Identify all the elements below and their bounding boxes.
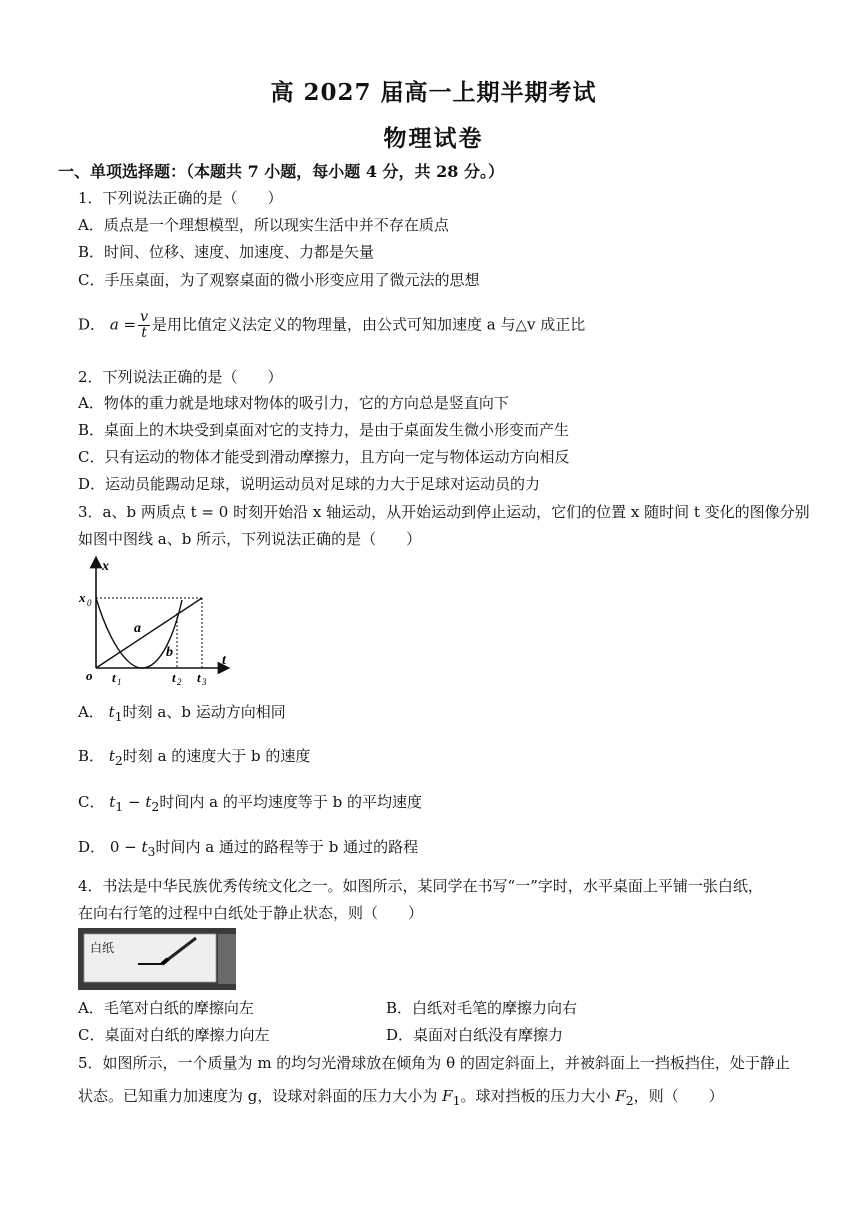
- q3-label-b: b: [166, 645, 173, 660]
- q3-option-d: [78, 837, 418, 862]
- q3-position-time-graph: [76, 556, 236, 686]
- q5-stem-part-b: 。球对挡板的压力大小: [460, 1087, 616, 1105]
- q3-option-c-var2: t: [145, 793, 152, 811]
- q2-option-c: C．只有运动的物体才能受到滑动摩擦力，且方向一定与物体运动方向相反: [78, 448, 570, 466]
- q3-stem-line1: 3．a、b 两质点 t = 0 时刻开始沿 x 轴运动，从开始运动到停止运动，它们的位置 x 随时间 t 变化的图像分别: [78, 503, 810, 521]
- exam-subtitle: 物理试卷: [383, 125, 484, 152]
- q3-t1-label: t: [112, 670, 116, 685]
- q3-axis-label-x: x: [102, 559, 109, 574]
- q3-stem-line2: 如图中图线 a、b 所示，下列说法正确的是（ ）: [78, 530, 422, 548]
- q1-option-a: A．质点是一个理想模型，所以现实生活中并不存在质点: [78, 216, 449, 234]
- q3-option-d-text: 时间内 a 通过的路程等于 b 通过的路程: [155, 838, 419, 856]
- q3-option-d-prefix: D．: [78, 838, 106, 856]
- q3-origin-label: o: [86, 668, 93, 683]
- q5-f1-sub: 1: [452, 1093, 461, 1108]
- q3-option-c-sub1: 1: [115, 799, 124, 814]
- q3-option-b-prefix: B．: [78, 747, 105, 765]
- q3-line-a: [96, 598, 202, 668]
- q4-option-c: C．桌面对白纸的摩擦力向左: [78, 1026, 270, 1044]
- q3-option-c-var1: t: [109, 793, 116, 811]
- q1-formula-denominator: t: [141, 325, 147, 341]
- q3-x0-label: x: [79, 590, 86, 605]
- q3-t2-subscript: 2: [177, 677, 182, 686]
- q4-stem-line1: 4．书法是中华民族优秀传统文化之一。如图所示，某同学在书写“一”字时，水平桌面上平铺一张白纸，: [78, 877, 763, 895]
- q1-formula-lhs: a =: [109, 315, 137, 334]
- q3-label-a: a: [134, 621, 141, 636]
- q4-paper-label: 白纸: [90, 941, 115, 955]
- q1-option-d: [78, 310, 585, 341]
- q3-option-d-lead: 0 −: [109, 838, 142, 856]
- q2-option-d: D．运动员能踢动足球，说明运动员对足球的力大于足球对运动员的力: [78, 475, 541, 493]
- q3-t3-subscript: 3: [202, 677, 207, 686]
- q3-option-c-prefix: C．: [78, 793, 105, 811]
- q3-option-d-var: t: [141, 838, 148, 856]
- q3-x0-subscript: 0: [87, 598, 92, 608]
- q3-option-a-text: 时刻 a、b 运动方向相同: [122, 703, 286, 721]
- q4-calligraphy-figure: [78, 928, 236, 990]
- q3-t1-subscript: 1: [117, 677, 122, 686]
- q3-option-c-minus: −: [123, 793, 146, 811]
- q3-option-b: [78, 746, 310, 771]
- q4-option-d: D．桌面对白纸没有摩擦力: [386, 1026, 564, 1044]
- q1-option-b: B．时间、位移、速度、加速度、力都是矢量: [78, 243, 375, 261]
- q5-f2-var: F: [615, 1087, 626, 1105]
- q3-option-a-prefix: A．: [78, 703, 104, 721]
- q1-formula-numerator: v: [140, 309, 149, 325]
- q3-option-c-text: 时间内 a 的平均速度等于 b 的平均速度: [159, 793, 422, 811]
- q3-option-c-sub2: 2: [151, 799, 160, 814]
- q5-f1-var: F: [442, 1087, 453, 1105]
- q4-stem-line2: 在向右行笔的过程中白纸处于静止状态，则（ ）: [78, 904, 424, 922]
- q4-option-a: A．毛笔对白纸的摩擦向左: [78, 999, 254, 1017]
- q5-stem-part-c: ，则（ ）: [633, 1087, 724, 1105]
- q1-option-d-text: 是用比值定义法定义的物理量，由公式可知加速度 a 与△v 成正比: [152, 315, 586, 334]
- q3-option-c: [78, 792, 422, 817]
- q1-formula-fraction: [138, 310, 150, 341]
- q1-stem: 1．下列说法正确的是（ ）: [78, 189, 283, 207]
- q5-stem-line2: [78, 1086, 724, 1111]
- q1-option-c: C．手压桌面，为了观察桌面的微小形变应用了微元法的思想: [78, 271, 480, 289]
- q3-option-b-text: 时刻 a 的速度大于 b 的速度: [122, 747, 311, 765]
- q2-option-a: A．物体的重力就是地球对物体的吸引力，它的方向总是竖直向下: [78, 394, 509, 412]
- q3-option-d-sub: 3: [147, 844, 156, 859]
- q3-option-a-var: t: [108, 703, 115, 721]
- q2-stem: 2．下列说法正确的是（ ）: [78, 368, 283, 386]
- q3-option-a: [78, 702, 286, 727]
- q5-stem-line1: 5．如图所示，一个质量为 m 的均匀光滑球放在倾角为 θ 的固定斜面上，并被斜面上一挡板挡住，处于静止: [78, 1054, 790, 1072]
- q5-f2-sub: 2: [625, 1093, 634, 1108]
- q1-option-d-prefix: D．: [78, 315, 106, 334]
- q3-option-b-var: t: [108, 747, 115, 765]
- q3-t2-label: t: [172, 670, 176, 685]
- q4-option-b: B．白纸对毛笔的摩擦力向右: [386, 999, 578, 1017]
- q3-axis-label-t: t: [222, 653, 226, 668]
- q3-option-a-sub: 1: [114, 709, 123, 724]
- q2-option-b: B．桌面上的木块受到桌面对它的支持力，是由于桌面发生微小形变而产生: [78, 421, 570, 439]
- q3-t3-label: t: [197, 670, 201, 685]
- section-heading: 一、单项选择题：（本题共 7 小题，每小题 4 分，共 28 分。）: [58, 162, 504, 181]
- exam-title: 高 2027 届高一上期半期考试: [270, 79, 597, 106]
- q3-option-b-sub: 2: [114, 753, 123, 768]
- q5-stem-part-a: 状态。已知重力加速度为 g，设球对斜面的压力大小为: [78, 1087, 443, 1105]
- q4-desk-edge: [218, 934, 236, 984]
